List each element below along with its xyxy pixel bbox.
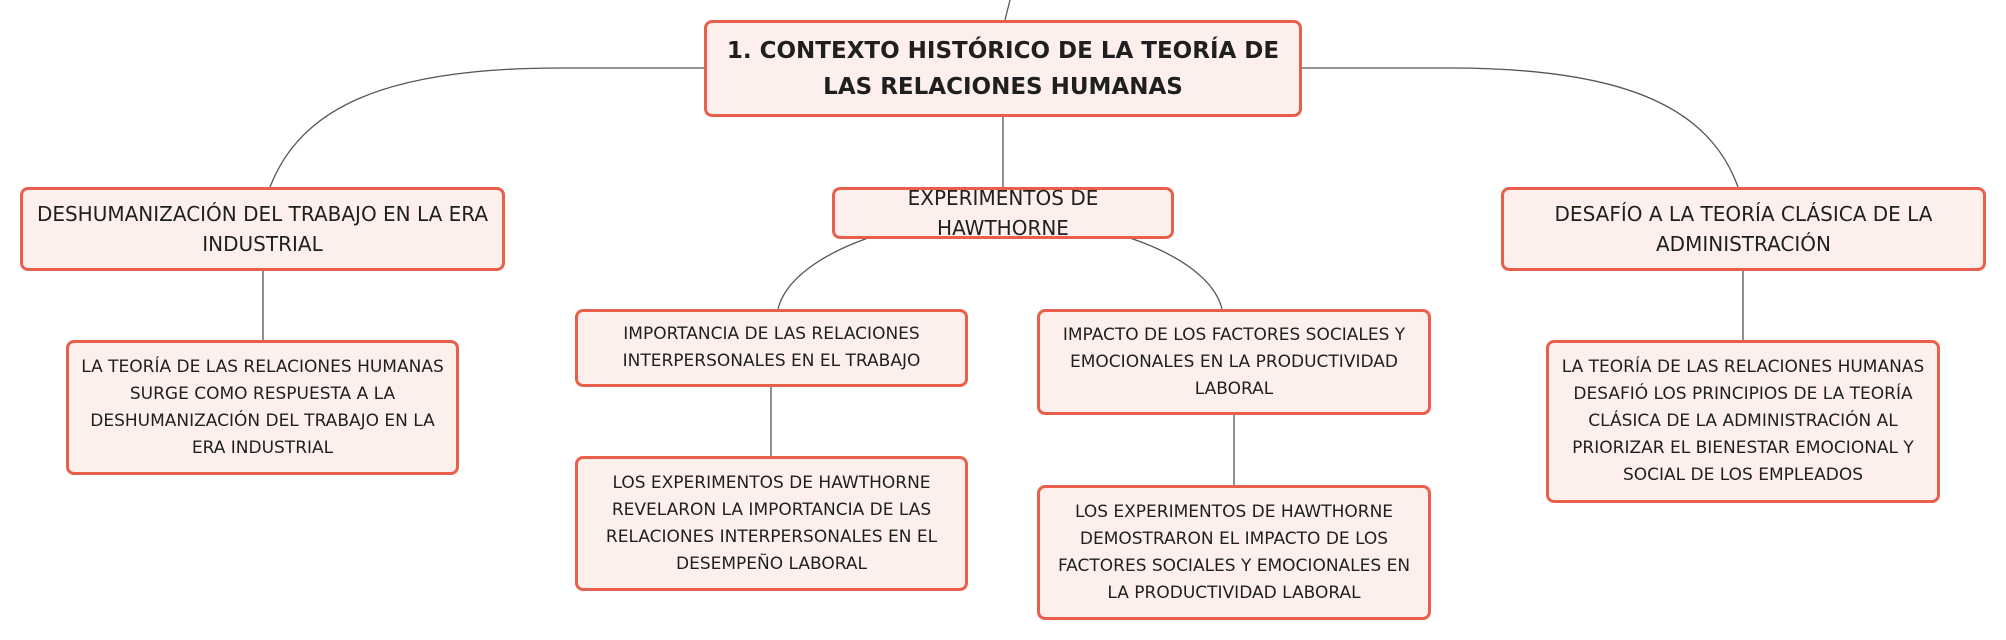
connector-root-branch1 bbox=[270, 68, 704, 187]
leaf-dehumanization-response[interactable] bbox=[66, 340, 459, 475]
root-topic-label: 1. CONTEXTO HISTÓRICO DE LA TEORÍA DE LAS RELACIONES HUMANAS bbox=[726, 37, 1280, 100]
leaf-hawthorne-revealed-label: LOS EXPERIMENTOS DE HAWTHORNE REVELARON LA IMPORTANCIA DE LAS RELACIONES INTERPERSONALES EN EL DESEMPEÑO LABORAL bbox=[605, 472, 938, 574]
branch-dehumanization[interactable] bbox=[20, 187, 505, 271]
subbranch-interpersonal-relations-label: IMPORTANCIA DE LAS RELACIONES INTERPERSONALES EN EL TRABAJO bbox=[622, 324, 921, 371]
leaf-hawthorne-revealed[interactable] bbox=[575, 456, 968, 591]
subbranch-interpersonal-relations[interactable] bbox=[575, 309, 968, 387]
incoming-connector bbox=[1005, 0, 1010, 20]
branch-hawthorne-label: EXPERIMENTOS DE HAWTHORNE bbox=[907, 186, 1099, 240]
connector-branch2-sub2 bbox=[1130, 238, 1222, 309]
branch-dehumanization-label: DESHUMANIZACIÓN DEL TRABAJO EN LA ERA INDUSTRIAL bbox=[36, 202, 489, 256]
connector-root-branch3 bbox=[1302, 68, 1738, 187]
leaf-classical-challenge-detail-label: LA TEORÍA DE LAS RELACIONES HUMANAS DESAFIÓ LOS PRINCIPIOS DE LA TEORÍA CLÁSICA DE LA ADMINISTRACIÓN AL PRIORIZAR EL BIENESTAR EMOCIONAL Y SOCIAL DE LOS EMPLEADOS bbox=[1561, 357, 1925, 485]
leaf-dehumanization-response-label: LA TEORÍA DE LAS RELACIONES HUMANAS SURGE COMO RESPUESTA A LA DESHUMANIZACIÓN DEL TRABAJO EN LA ERA INDUSTRIAL bbox=[81, 356, 444, 458]
leaf-hawthorne-demonstrated-label: LOS EXPERIMENTOS DE HAWTHORNE DEMOSTRARON EL IMPACTO DE LOS FACTORES SOCIALES Y EMOCIONALES EN LA PRODUCTIVIDAD LABORAL bbox=[1057, 501, 1411, 603]
subbranch-social-emotional-factors[interactable] bbox=[1037, 309, 1431, 415]
leaf-hawthorne-demonstrated[interactable] bbox=[1037, 485, 1431, 620]
subbranch-social-emotional-factors-label: IMPACTO DE LOS FACTORES SOCIALES Y EMOCIONALES EN LA PRODUCTIVIDAD LABORAL bbox=[1062, 324, 1406, 399]
branch-hawthorne[interactable] bbox=[832, 187, 1174, 239]
root-topic[interactable] bbox=[704, 20, 1302, 117]
branch-classical-challenge[interactable] bbox=[1501, 187, 1986, 271]
branch-classical-challenge-label: DESAFÍO A LA TEORÍA CLÁSICA DE LA ADMINISTRACIÓN bbox=[1554, 202, 1933, 256]
connector-branch2-sub1 bbox=[778, 238, 868, 309]
leaf-classical-challenge-detail[interactable] bbox=[1546, 340, 1940, 503]
